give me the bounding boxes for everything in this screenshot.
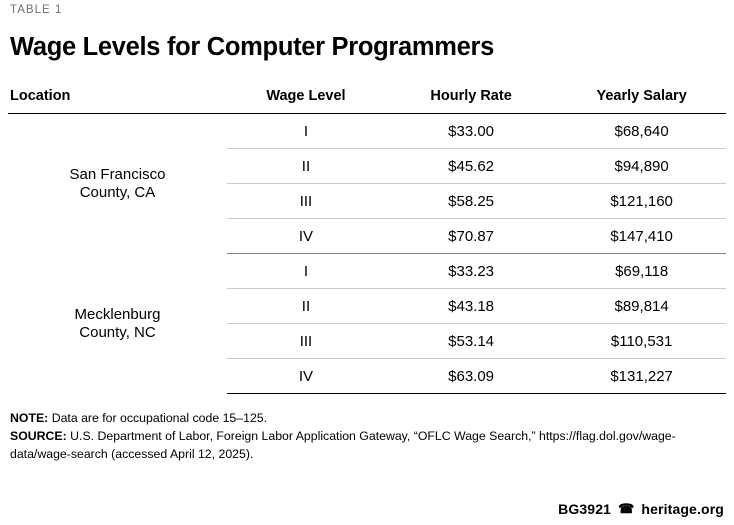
site-name: heritage.org <box>641 501 724 517</box>
location-line-2: County, CA <box>79 183 156 201</box>
wage-level-cell: IV <box>227 219 385 254</box>
location-line-1: San Francisco <box>69 165 166 183</box>
hourly-rate-cell: $58.25 <box>385 184 557 219</box>
wage-level-cell: III <box>227 184 385 219</box>
yearly-salary-cell: $131,227 <box>557 359 726 394</box>
location-line-2: County, NC <box>79 323 156 341</box>
yearly-salary-cell: $94,890 <box>557 149 726 184</box>
source-text: U.S. Department of Labor, Foreign Labor Application Gateway, “OFLC Wage Search,” https://flag.dol.gov/wage-data/wage-search (accessed April 12, 2025). <box>10 428 676 461</box>
table-header <box>8 88 726 114</box>
wage-level-cell: IV <box>227 359 385 394</box>
wage-level-cell: I <box>227 114 385 149</box>
telephone-icon: ☎ <box>618 501 635 516</box>
wage-level-cell: II <box>227 149 385 184</box>
yearly-salary-cell: $121,160 <box>557 184 726 219</box>
hourly-rate-cell: $33.23 <box>385 254 557 289</box>
wage-level-cell: III <box>227 324 385 359</box>
hourly-rate-cell: $63.09 <box>385 359 557 394</box>
wage-level-cell: I <box>227 254 385 289</box>
table-row <box>8 114 726 149</box>
source-line <box>10 428 726 464</box>
yearly-salary-cell: $147,410 <box>557 219 726 254</box>
hourly-rate-cell: $33.00 <box>385 114 557 149</box>
table-body <box>8 114 726 394</box>
note-line <box>10 410 726 428</box>
source-label: SOURCE: <box>10 428 67 443</box>
report-id: BG3921 <box>558 501 612 517</box>
table-row <box>8 254 726 289</box>
wage-table <box>8 88 726 394</box>
hourly-rate-cell: $70.87 <box>385 219 557 254</box>
yearly-salary-cell: $89,814 <box>557 289 726 324</box>
column-header-location: Location <box>10 88 71 104</box>
column-header-wage-level: Wage Level <box>266 88 346 104</box>
table-label: TABLE 1 <box>10 4 63 16</box>
column-header-yearly-salary: Yearly Salary <box>596 88 687 104</box>
location-cell-mecklenburg <box>8 254 227 394</box>
hourly-rate-cell: $45.62 <box>385 149 557 184</box>
note-label: NOTE: <box>10 411 49 425</box>
location-line-1: Mecklenburg <box>74 305 161 323</box>
location-cell-san-francisco <box>8 114 227 254</box>
footer <box>558 501 724 517</box>
hourly-rate-cell: $43.18 <box>385 289 557 324</box>
notes-block <box>8 410 726 463</box>
table-header-row <box>8 88 726 114</box>
note-text: Data are for occupational code 15–125. <box>51 411 268 425</box>
column-header-hourly-rate: Hourly Rate <box>430 88 512 104</box>
wage-level-cell: II <box>227 289 385 324</box>
hourly-rate-cell: $53.14 <box>385 324 557 359</box>
page-title: Wage Levels for Computer Programmers <box>10 33 495 61</box>
yearly-salary-cell: $69,118 <box>557 254 726 289</box>
yearly-salary-cell: $68,640 <box>557 114 726 149</box>
yearly-salary-cell: $110,531 <box>557 324 726 359</box>
